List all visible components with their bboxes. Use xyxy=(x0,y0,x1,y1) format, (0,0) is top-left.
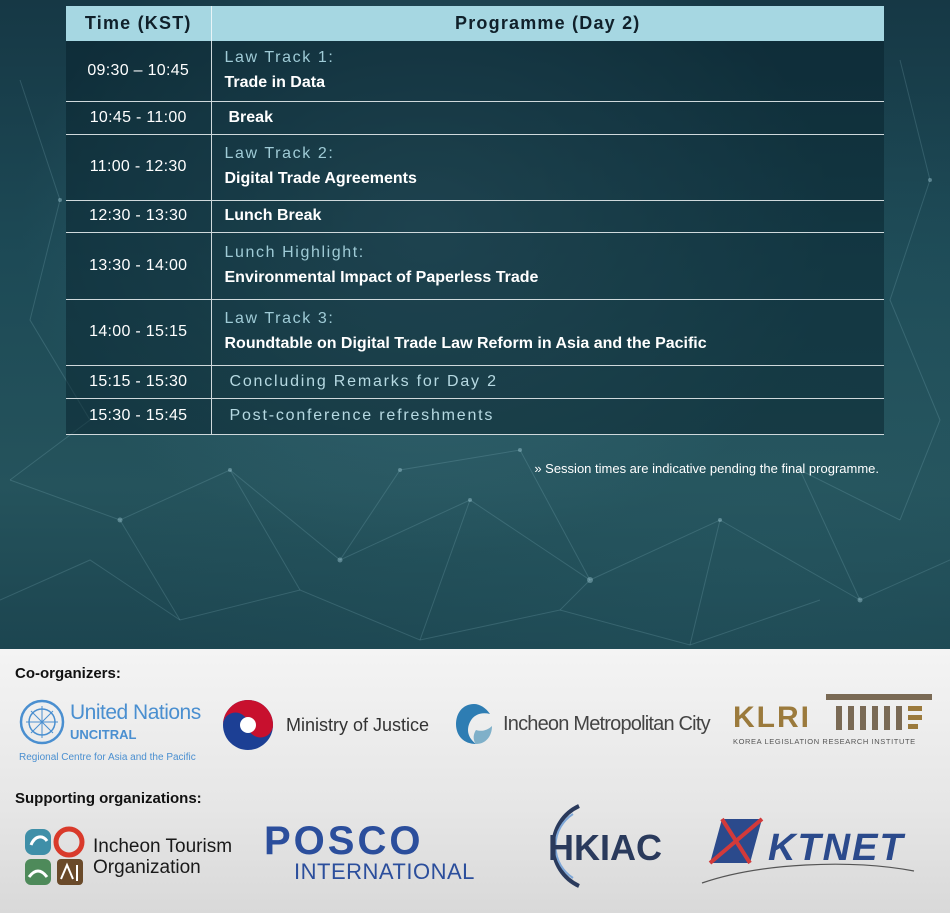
posco-international: INTERNATIONAL xyxy=(294,859,475,884)
uncitral-name: UNCITRAL xyxy=(70,727,137,742)
hkiac-name: HKIAC xyxy=(548,827,662,868)
table-row xyxy=(66,101,884,134)
session-time: 13:30 - 14:00 xyxy=(66,232,211,299)
session-track: Law Track 3: xyxy=(224,310,335,327)
supporting-organizations-label: Supporting organizations: xyxy=(15,790,202,807)
session-cell xyxy=(211,232,884,299)
ito-name-line1: Incheon Tourism xyxy=(93,836,233,857)
session-track: Law Track 1: xyxy=(224,48,335,66)
session-cell xyxy=(211,41,884,101)
klri-name: KLRI xyxy=(733,701,811,734)
session-cell xyxy=(211,398,884,434)
session-time: 15:15 - 15:30 xyxy=(66,365,211,398)
session-time: 10:45 - 11:00 xyxy=(66,101,211,134)
ito-name-line2: Organization xyxy=(93,857,201,878)
session-title: Environmental Impact of Paperless Trade xyxy=(224,268,539,286)
table-row xyxy=(66,134,884,200)
table-row xyxy=(66,232,884,299)
un-regional-centre: Regional Centre for Asia and the Pacific xyxy=(19,752,196,763)
session-time: 12:30 - 13:30 xyxy=(66,200,211,232)
session-track: Lunch Highlight: xyxy=(224,243,365,261)
session-text: Post-conference refreshments xyxy=(229,407,495,424)
session-title: Roundtable on Digital Trade Law Reform in Asia and the Pacific xyxy=(224,335,707,352)
session-times-note: » Session times are indicative pending the final programme. xyxy=(534,461,879,476)
posco-name: POSCO xyxy=(264,819,424,863)
taegeuk-icon xyxy=(221,698,275,752)
incheon-tourism-logo-icon xyxy=(23,825,85,889)
table-row xyxy=(66,365,884,398)
moj-name: Ministry of Justice xyxy=(286,715,430,735)
table-row xyxy=(66,200,884,232)
session-text: Concluding Remarks for Day 2 xyxy=(229,372,498,390)
session-time: 11:00 - 12:30 xyxy=(66,134,211,200)
session-time: 15:30 - 15:45 xyxy=(66,398,211,434)
un-name: United Nations xyxy=(70,701,201,724)
session-cell xyxy=(211,365,884,398)
time-column-header: Time (KST) xyxy=(66,6,211,41)
klri-building-icon xyxy=(826,692,936,734)
session-title: Trade in Data xyxy=(224,73,325,91)
session-title: Digital Trade Agreements xyxy=(224,170,417,187)
session-time: 09:30 – 10:45 xyxy=(66,41,211,101)
table-header-row xyxy=(66,6,884,41)
session-title: Break xyxy=(228,108,273,126)
programme-column-header: Programme (Day 2) xyxy=(211,6,884,41)
organizers-section xyxy=(0,649,950,913)
programme-table xyxy=(66,6,884,435)
co-organizers-label: Co-organizers: xyxy=(15,665,121,682)
session-cell xyxy=(211,200,884,232)
session-title: Lunch Break xyxy=(224,207,322,224)
table-row xyxy=(66,41,884,101)
incheon-logo-icon xyxy=(454,702,494,746)
session-cell xyxy=(211,134,884,200)
table-row xyxy=(66,398,884,434)
incheon-name: Incheon Metropolitan City xyxy=(503,713,710,735)
table-row xyxy=(66,299,884,365)
klri-fullname: KOREA LEGISLATION RESEARCH INSTITUTE xyxy=(733,737,916,746)
session-track: Law Track 2: xyxy=(224,145,335,162)
session-cell xyxy=(211,101,884,134)
ktnet-name: KTNET xyxy=(768,827,905,869)
un-emblem-icon xyxy=(18,698,66,746)
session-cell xyxy=(211,299,884,365)
session-time: 14:00 - 15:15 xyxy=(66,299,211,365)
